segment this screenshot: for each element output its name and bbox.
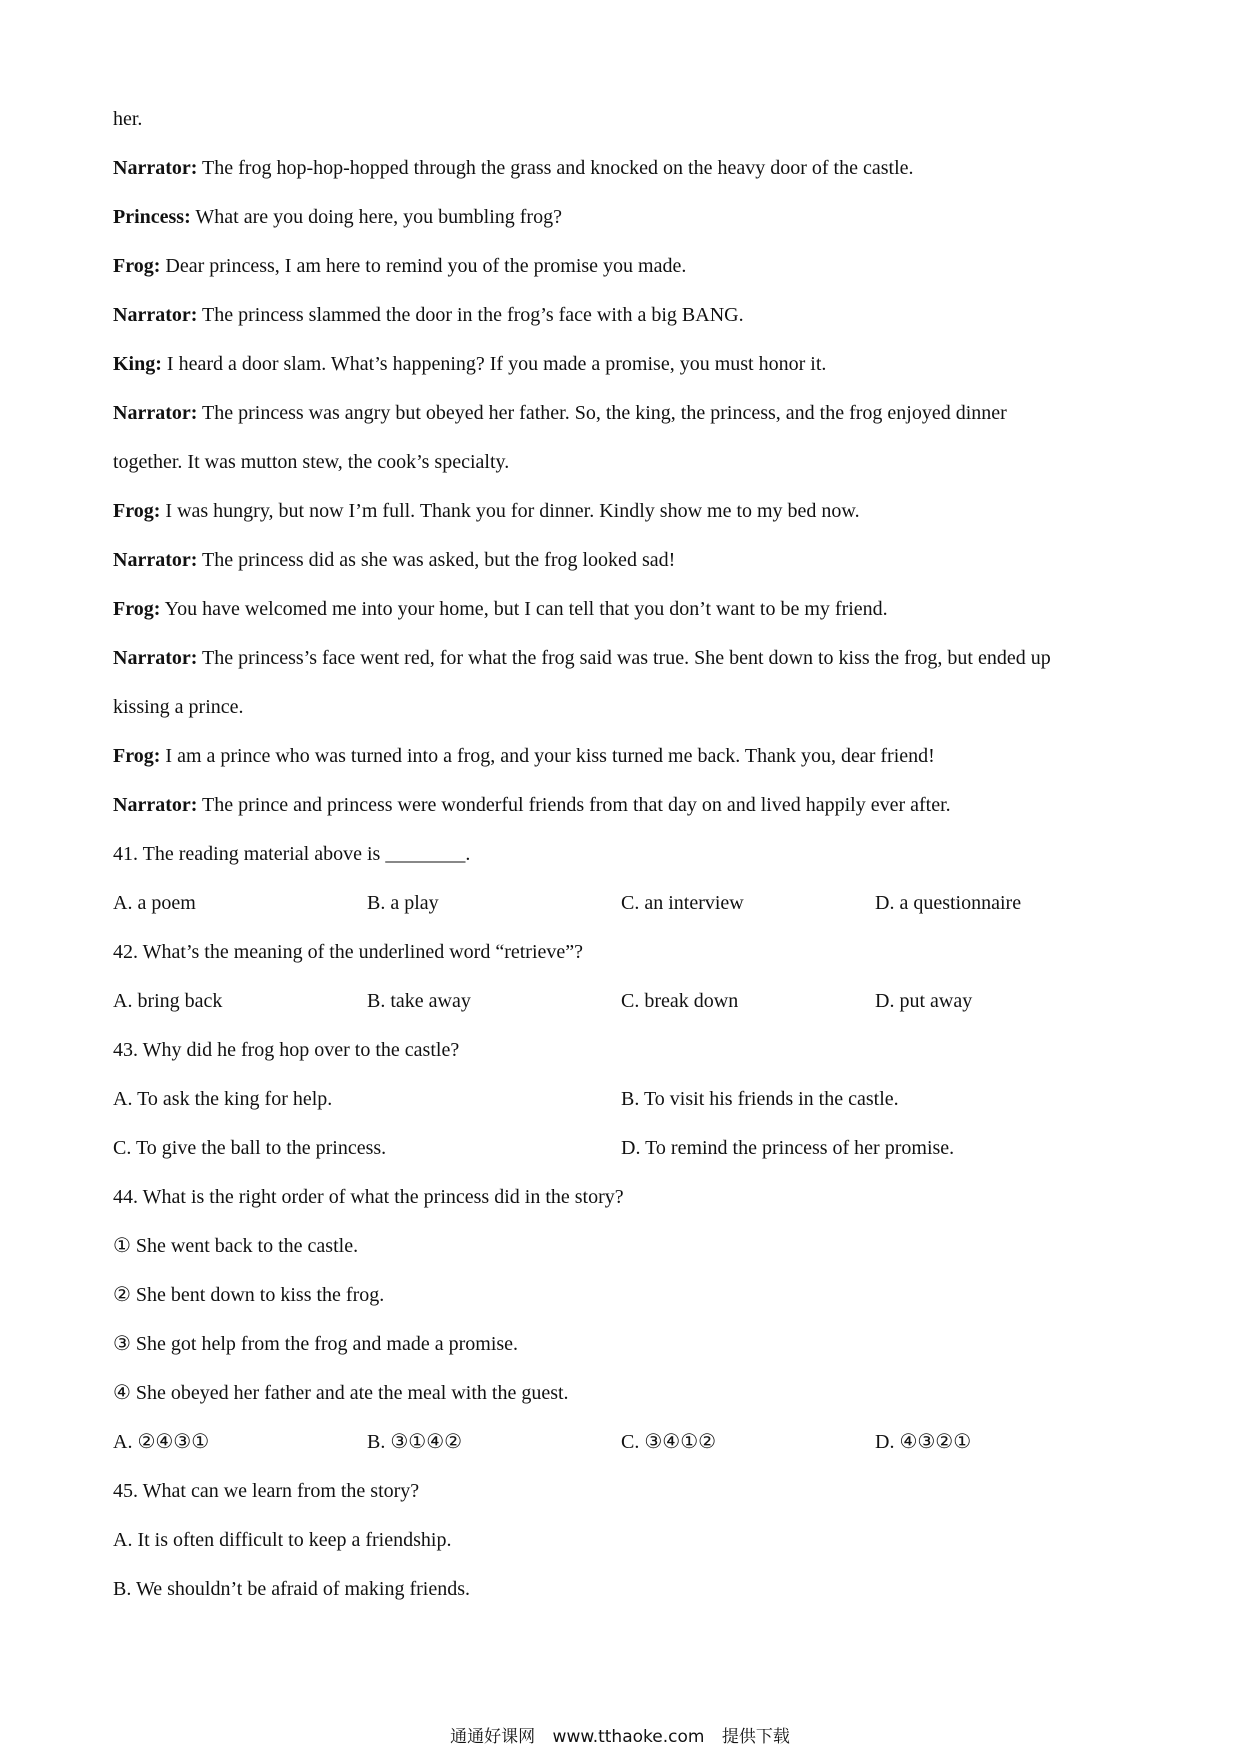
speaker-label: Frog: (113, 255, 161, 277)
option-c: C. an interview (621, 892, 744, 914)
dialogue-text: The princess did as she was asked, but the frog looked sad! (197, 549, 676, 571)
dialogue-line (113, 395, 1143, 444)
option-c: C. break down (621, 990, 739, 1012)
dialogue-line: her. (113, 108, 143, 130)
question-41-stem: 41. The reading material above is ________. (113, 843, 471, 865)
dialogue-text: The princess slammed the door in the frog’s face with a big BANG. (197, 304, 744, 326)
question-43-options-row-1 (113, 1081, 1143, 1130)
option-d: D. put away (875, 990, 973, 1012)
dialogue-line (113, 346, 1143, 395)
speaker-label: Frog: (113, 745, 161, 767)
speaker-label: Narrator: (113, 647, 198, 669)
option-a: A. ②④③① (113, 1431, 210, 1453)
dialogue-text: You have welcomed me into your home, but I can tell that you don’t want to be my friend. (160, 598, 888, 620)
dialogue-line (113, 248, 1143, 297)
dialogue-line (113, 689, 1143, 738)
option-b: B. a play (367, 892, 439, 914)
footer-site-name: 通通好课网 (450, 1727, 536, 1747)
speaker-label: Narrator: (113, 157, 198, 179)
speaker-label: Narrator: (113, 402, 198, 424)
option-b: B. We shouldn’t be afraid of making friends. (113, 1578, 471, 1600)
question-43-stem: 43. Why did he frog hop over to the castle? (113, 1039, 460, 1061)
dialogue-line (113, 591, 1143, 640)
option-a: A. It is often difficult to keep a friendship. (113, 1529, 452, 1551)
dialogue-text: The frog hop-hop-hopped through the grass and knocked on the heavy door of the castle. (197, 157, 914, 179)
dialogue-text: kissing a prince. (113, 696, 244, 718)
dialogue-text: I was hungry, but now I’m full. Thank you for dinner. Kindly show me to my bed now. (160, 500, 860, 522)
dialogue-line (113, 297, 1143, 346)
dialogue-line (113, 150, 1143, 199)
dialogue-text: together. It was mutton stew, the cook’s specialty. (113, 451, 510, 473)
speaker-label: Frog: (113, 500, 161, 522)
dialogue-line (113, 542, 1143, 591)
question-42-options (113, 983, 1143, 1032)
dialogue-text: I am a prince who was turned into a frog, and your kiss turned me back. Thank you, dear friend! (160, 745, 935, 767)
question-44-item: ③ She got help from the frog and made a promise. (113, 1333, 519, 1355)
speaker-label: King: (113, 353, 162, 375)
dialogue-text: I heard a door slam. What’s happening? If you made a promise, you must honor it. (161, 353, 827, 375)
dialogue-text: The prince and princess were wonderful friends from that day on and lived happily ever after. (197, 794, 951, 816)
dialogue-text: The princess’s face went red, for what the frog said was true. She bent down to kiss the frog, but ended up (197, 647, 1051, 669)
speaker-label: Frog: (113, 598, 161, 620)
question-44-item: ① She went back to the castle. (113, 1235, 359, 1257)
speaker-label: Narrator: (113, 549, 198, 571)
footer-url[interactable]: www.tthaoke.com (552, 1727, 705, 1747)
speaker-label: Narrator: (113, 304, 198, 326)
option-c: C. ③④①② (621, 1431, 717, 1453)
page-footer (0, 1722, 1240, 1747)
speaker-label: Princess: (113, 206, 191, 228)
dialogue-line (113, 199, 1143, 248)
option-c: C. To give the ball to the princess. (113, 1137, 387, 1159)
dialogue-text: Dear princess, I am here to remind you of the promise you made. (160, 255, 687, 277)
option-b: B. To visit his friends in the castle. (621, 1088, 899, 1110)
question-42-stem: 42. What’s the meaning of the underlined word “retrieve”? (113, 941, 584, 963)
dialogue-line (113, 738, 1143, 787)
option-d: D. To remind the princess of her promise. (621, 1137, 955, 1159)
question-44-stem: 44. What is the right order of what the princess did in the story? (113, 1186, 624, 1208)
option-d: D. a questionnaire (875, 892, 1022, 914)
dialogue-text: What are you doing here, you bumbling frog? (190, 206, 562, 228)
option-a: A. bring back (113, 990, 223, 1012)
option-b: B. take away (367, 990, 471, 1012)
option-d: D. ④③②① (875, 1431, 972, 1453)
dialogue-line (113, 787, 1143, 836)
question-43-options-row-2 (113, 1130, 1143, 1179)
footer-note: 提供下载 (721, 1727, 790, 1747)
question-44-item: ② She bent down to kiss the frog. (113, 1284, 385, 1306)
dialogue-line (113, 640, 1143, 689)
question-41-options (113, 885, 1143, 934)
dialogue-line (113, 444, 1143, 493)
question-45-stem: 45. What can we learn from the story? (113, 1480, 420, 1502)
option-a: A. To ask the king for help. (113, 1088, 333, 1110)
question-44-options (113, 1424, 1143, 1473)
question-44-item: ④ She obeyed her father and ate the meal with the guest. (113, 1382, 569, 1404)
dialogue-text: The princess was angry but obeyed her father. So, the king, the princess, and the frog enjoyed dinner (197, 402, 1007, 424)
document-body (113, 101, 1143, 1620)
speaker-label: Narrator: (113, 794, 198, 816)
dialogue-line (113, 493, 1143, 542)
option-a: A. a poem (113, 892, 196, 914)
option-b: B. ③①④② (367, 1431, 463, 1453)
